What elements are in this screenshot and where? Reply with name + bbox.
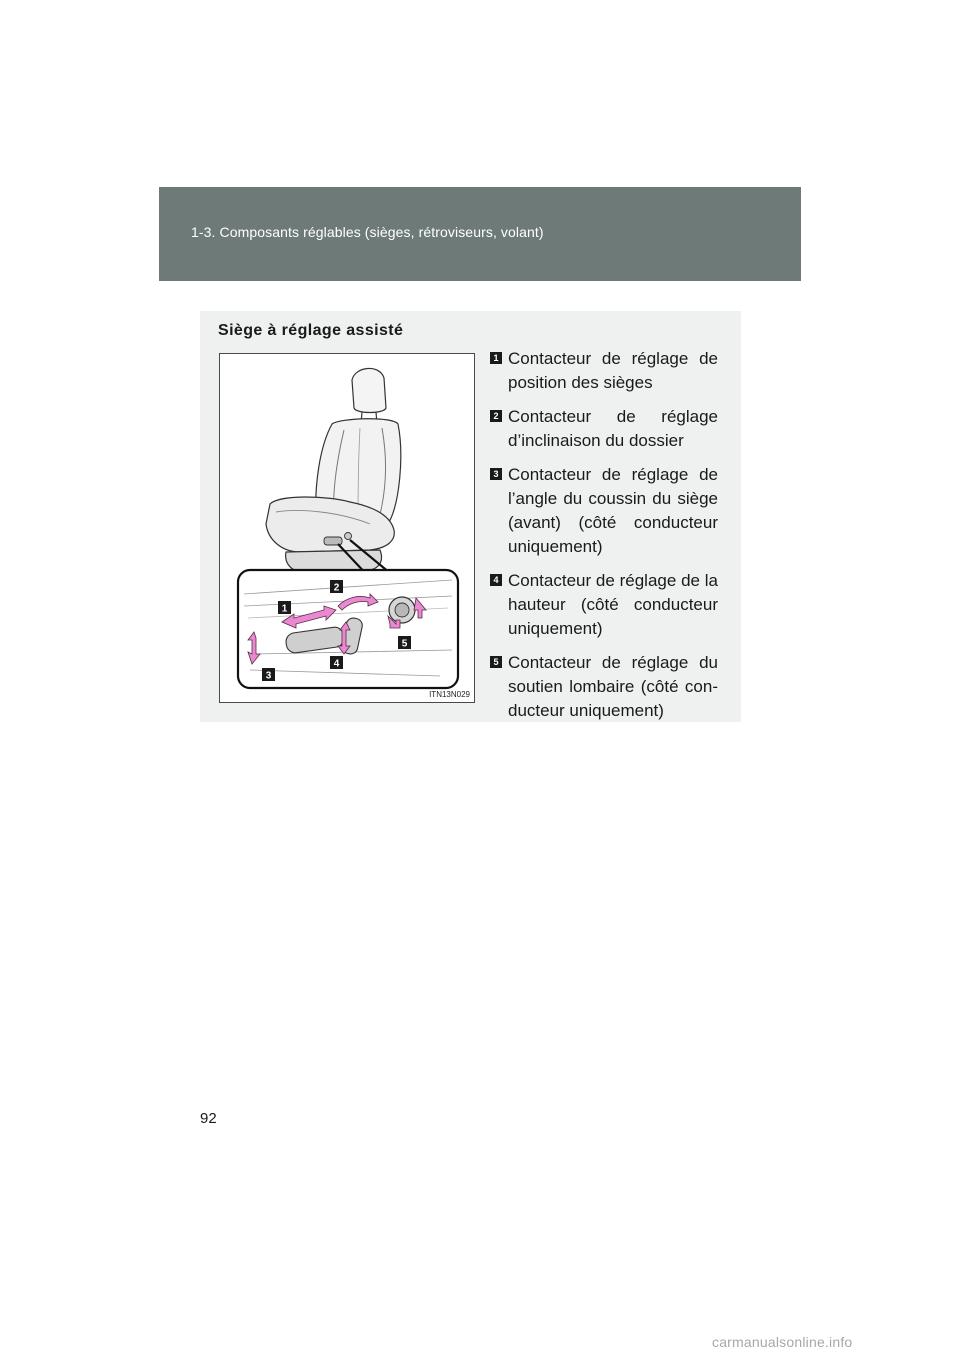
info-panel — [200, 311, 741, 722]
callout-3: 3 — [265, 670, 272, 682]
callout-4: 4 — [333, 658, 340, 670]
section-title: 1-3. Composants réglables (sièges, rétroviseurs, volant) — [191, 224, 544, 240]
watermark-link[interactable]: carmanualsonline.info — [712, 1334, 853, 1350]
list-item — [490, 651, 718, 723]
callout-1: 1 — [281, 603, 288, 615]
number-badge: 5 — [490, 656, 502, 668]
item-text: Contacteur de réglage de l’angle du coussin du siège (avant) (côté conducteur uniquement) — [508, 465, 718, 556]
figure-code: ITN13N029 — [429, 690, 470, 699]
panel-title: Siège à réglage assisté — [218, 322, 404, 339]
list-item — [490, 405, 718, 453]
number-badge: 3 — [490, 468, 502, 480]
item-text: Contacteur de réglage de position des sièges — [508, 349, 718, 392]
seat-drawing — [220, 354, 476, 704]
list-item — [490, 463, 718, 559]
number-badge: 1 — [490, 352, 502, 364]
callout-2: 2 — [333, 582, 340, 594]
list-item — [490, 569, 718, 641]
item-text: Contacteur de réglage du soutien lombaire (côté con-ducteur uniquement) — [508, 653, 718, 720]
number-badge: 2 — [490, 410, 502, 422]
section-header-band — [159, 187, 801, 281]
item-list — [490, 347, 718, 733]
callout-5: 5 — [401, 638, 408, 650]
item-text: Contacteur de réglage d’inclinaison du dossier — [508, 407, 718, 450]
number-badge: 4 — [490, 574, 502, 586]
item-text: Contacteur de réglage de la hauteur (côté conducteur uniquement) — [508, 571, 718, 638]
seat-illustration — [219, 353, 475, 703]
list-item — [490, 347, 718, 395]
page-number: 92 — [200, 1110, 217, 1127]
